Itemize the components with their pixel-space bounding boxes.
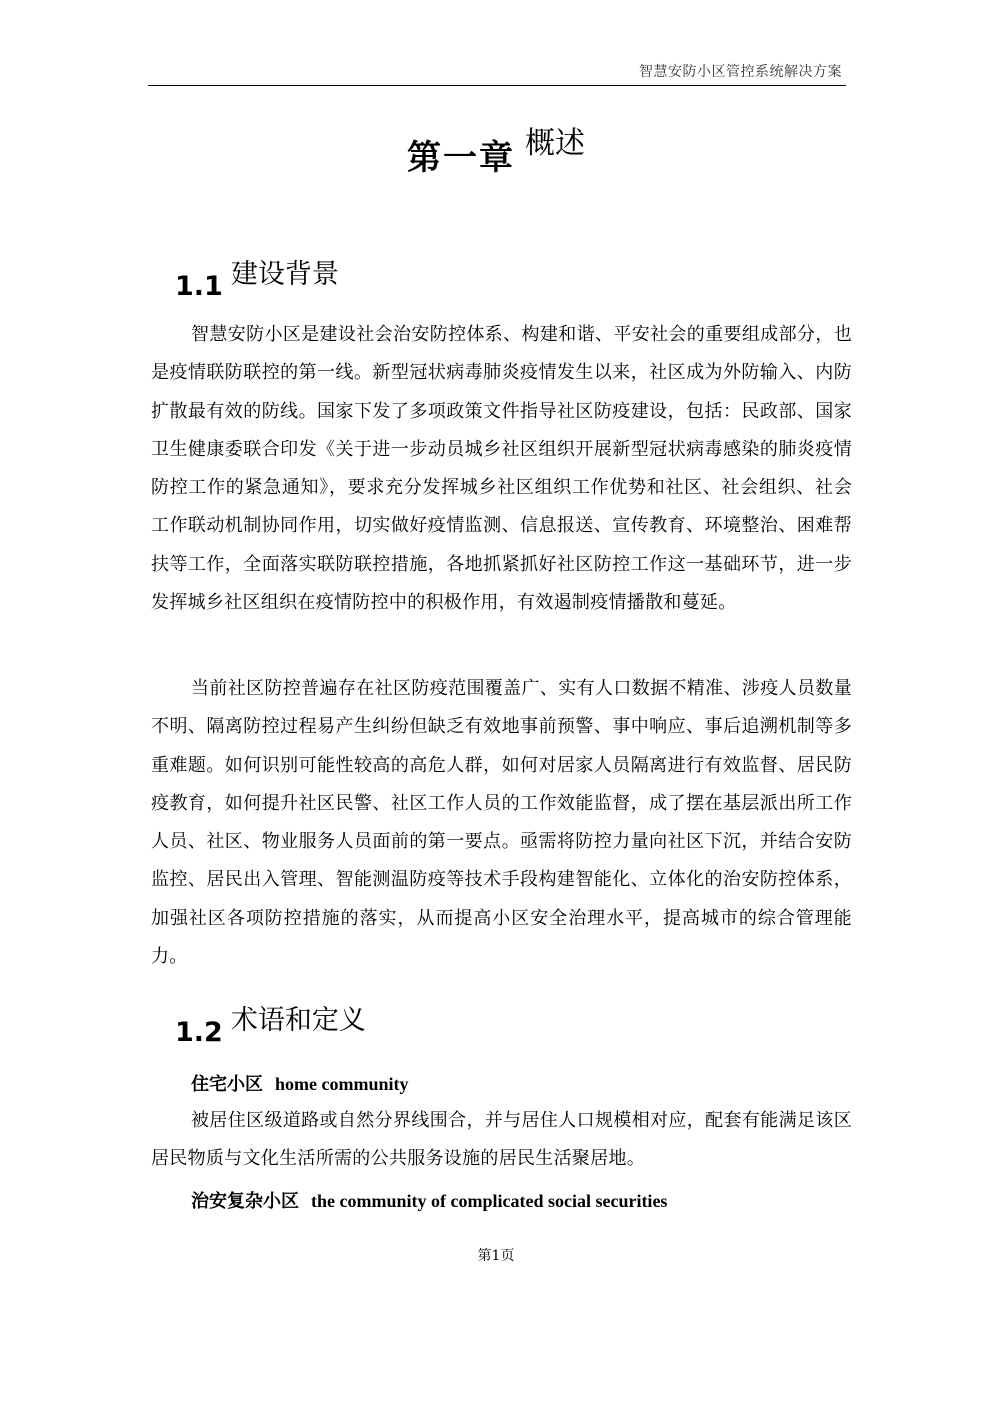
term-english: home community	[275, 1074, 409, 1094]
paragraph-background-2: 当前社区防控普遍存在社区防疫范围覆盖广、实有人口数据不精准、涉疫人员数量不明、隔离防控过程易产生纠纷但缺乏有效地事前预警、事中响应、事后追溯机制等多重难题。如何识别可能性较高的高危人群，如何对居家人员隔离进行有效监督、居民防疫教育，如何提升社区民警、社区工作人员的工作效能监督，成了摆在基层派出所工作人员、社区、物业服务人员面前的第一要点。亟需将防控力量向社区下沉，并结合安防监控、居民出入管理、智能测温防疫等技术手段构建智能化、立体化的治安防控体系，加强社区各项防控措施的落实，从而提高小区安全治理水平，提高城市的综合管理能力。	[151, 678, 852, 968]
chapter-title-text: 概述	[525, 126, 585, 161]
page-header	[148, 58, 846, 86]
term-heading	[191, 1070, 409, 1096]
header-doc-title: 智慧安防小区管控系统解决方案	[639, 64, 842, 80]
section-heading-1-2	[175, 998, 366, 1048]
section-number: 1.2	[175, 1017, 223, 1048]
page-number: 第1页	[477, 1248, 515, 1264]
paragraph-background-1: 智慧安防小区是建设社会治安防控体系、构建和谐、平安社会的重要组成部分，也是疫情联防联控的第一线。新型冠状病毒肺炎疫情发生以来，社区成为外防输入、内防扩散最有效的防线。国家下发了多项政策文件指导社区防疫建设，包括：民政部、国家卫生健康委联合印发《关于进一步动员城乡社区组织开展新型冠状病毒感染的肺炎疫情防控工作的紧急通知》，要求充分发挥城乡社区组织工作优势和社区、社会组织、社会工作联动机制协同作用，切实做好疫情监测、信息报送、宣传教育、环境整治、困难帮扶等工作，全面落实联防联控措施，各地抓紧抓好社区防控工作这一基础环节，进一步发挥城乡社区组织在疫情防控中的积极作用，有效遏制疫情播散和蔓延。	[151, 324, 852, 614]
term-chinese: 住宅小区	[191, 1074, 263, 1095]
term-english: the community of complicated social securities	[311, 1191, 668, 1211]
term-chinese: 治安复杂小区	[191, 1191, 299, 1212]
chapter-number: 第一章	[407, 138, 515, 178]
section-heading-1-1	[175, 252, 339, 302]
section-title-text: 术语和定义	[230, 1005, 366, 1036]
section-title-text: 建设背景	[230, 259, 339, 290]
chapter-title	[0, 118, 992, 179]
term-definition: 被居住区级道路或自然分界线围合，并与居住人口规模相对应，配套有能满足该区居民物质与文化生活所需的公共服务设施的居民生活聚居地。	[151, 1110, 852, 1170]
section-number: 1.1	[175, 271, 223, 302]
term-heading	[191, 1187, 667, 1213]
